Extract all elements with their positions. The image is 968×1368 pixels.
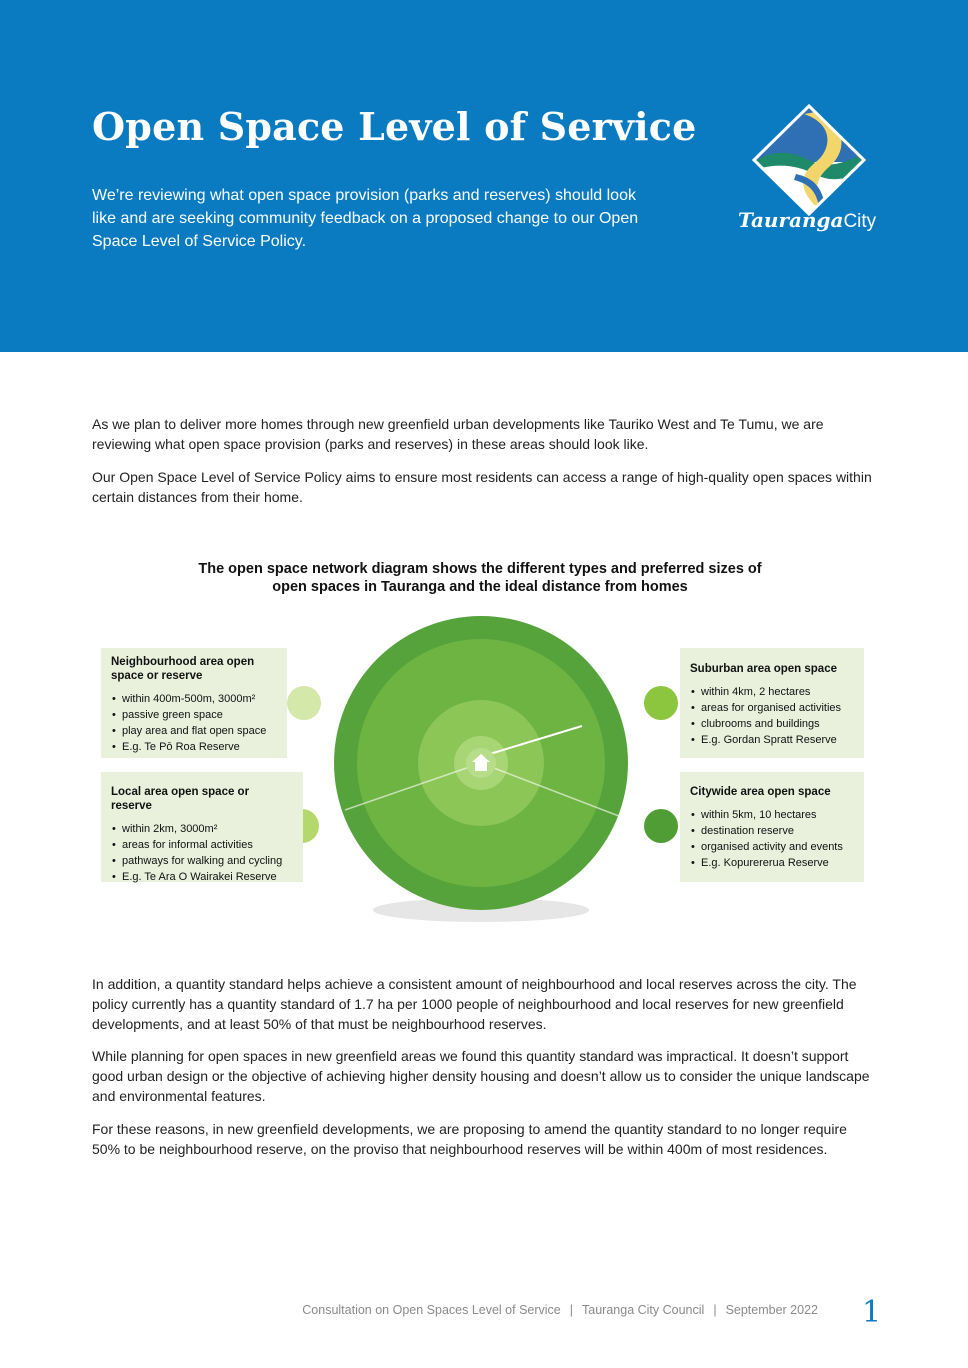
paragraph-quantity-standard: In addition, a quantity standard helps achieve a consistent amount of neighbourhood and local reserves across the city. The policy currently has a quantity standard of 1.7 ha per 1000 people of neighbourhood and local reserves for new greenfield developments, and at least 50% of that must be neighbourhood reserves.	[92, 976, 857, 1032]
list-item: • E.g. Te Pō Roa Reserve	[122, 739, 277, 755]
footer-organisation: Tauranga City Council	[582, 1303, 705, 1317]
open-space-network-diagram	[0, 600, 968, 930]
list-item: • within 2km, 3000m²	[122, 821, 293, 837]
logo-name: Tauranga	[738, 208, 844, 232]
page-title: Open Space Level of Service	[92, 104, 697, 149]
header-banner	[0, 0, 968, 352]
list-item: • within 4km, 2 hectares	[701, 684, 854, 700]
footer-separator: |	[569, 1303, 574, 1317]
list-item: • passive green space	[122, 707, 277, 723]
box-local-title: Local area open space or reserve	[111, 786, 250, 812]
list-item: • E.g. Kopurererua Reserve	[701, 855, 854, 871]
list-item: • organised activity and events	[701, 839, 854, 855]
list-item: • E.g. Gordan Spratt Reserve	[701, 732, 854, 748]
footer-document: Consultation on Open Spaces Level of Service	[302, 1303, 561, 1317]
header-intro: We’re reviewing what open space provision (parks and reserves) should look like and are seeking community feedback on a proposed change to our Open Space Level of Service Policy.	[92, 187, 639, 250]
list-item: • within 400m-500m, 3000m²	[122, 691, 277, 707]
footer	[0, 1303, 818, 1317]
paragraph-proposal: For these reasons, in new greenfield developments, we are proposing to amend the quantity standard to no longer require 50% to be neighbourhood reserve, on the proviso that neighbourhood reserves will be within 400m of most residences.	[92, 1121, 847, 1157]
dot-citywide	[644, 809, 678, 843]
box-neighbourhood-title: Neighbourhood area open space or reserve	[111, 656, 255, 682]
list-item: • destination reserve	[701, 823, 854, 839]
list-item: • clubrooms and buildings	[701, 716, 854, 732]
box-citywide-title: Citywide area open space	[690, 786, 831, 798]
footer-date: September 2022	[725, 1303, 818, 1317]
footer-separator: |	[713, 1303, 717, 1317]
diagram-title: The open space network diagram shows the different types and preferred sizes of open spaces in Tauranga and the ideal distance from homes	[198, 561, 762, 595]
paragraph-impractical: While planning for open spaces in new greenfield areas we found this quantity standard was impractical. It doesn’t support good urban design or the objective of achieving higher density housing and doesn’t allow us to consider the unique landscape and environmental features.	[92, 1048, 870, 1104]
list-item: • E.g. Te Ara O Wairakei Reserve	[122, 869, 293, 885]
logo-city: City	[843, 211, 877, 232]
box-suburban	[680, 648, 864, 758]
box-suburban-title: Suburban area open space	[690, 663, 837, 675]
box-citywide	[680, 772, 864, 882]
paragraph-greenfield: As we plan to deliver more homes through new greenfield urban developments like Tauriko West and Te Tumu, we are reviewing what open space provision (parks and reserves) in these areas should look like.	[92, 416, 824, 452]
dot-neighbourhood	[287, 686, 321, 720]
list-item: • pathways for walking and cycling	[122, 853, 293, 869]
list-item: • within 5km, 10 hectares	[701, 807, 854, 823]
paragraph-policy-aim: Our Open Space Level of Service Policy aims to ensure most residents can access a range of high-quality open spaces within certain distances from their home.	[92, 469, 872, 505]
list-item: • areas for informal activities	[122, 837, 293, 853]
page-number: 1	[862, 1295, 882, 1330]
dot-suburban	[644, 686, 678, 720]
logo-wordmark	[738, 208, 876, 233]
list-item: • areas for organised activities	[701, 700, 854, 716]
box-local	[101, 772, 303, 882]
box-neighbourhood	[101, 648, 287, 758]
list-item: • play area and flat open space	[122, 723, 277, 739]
